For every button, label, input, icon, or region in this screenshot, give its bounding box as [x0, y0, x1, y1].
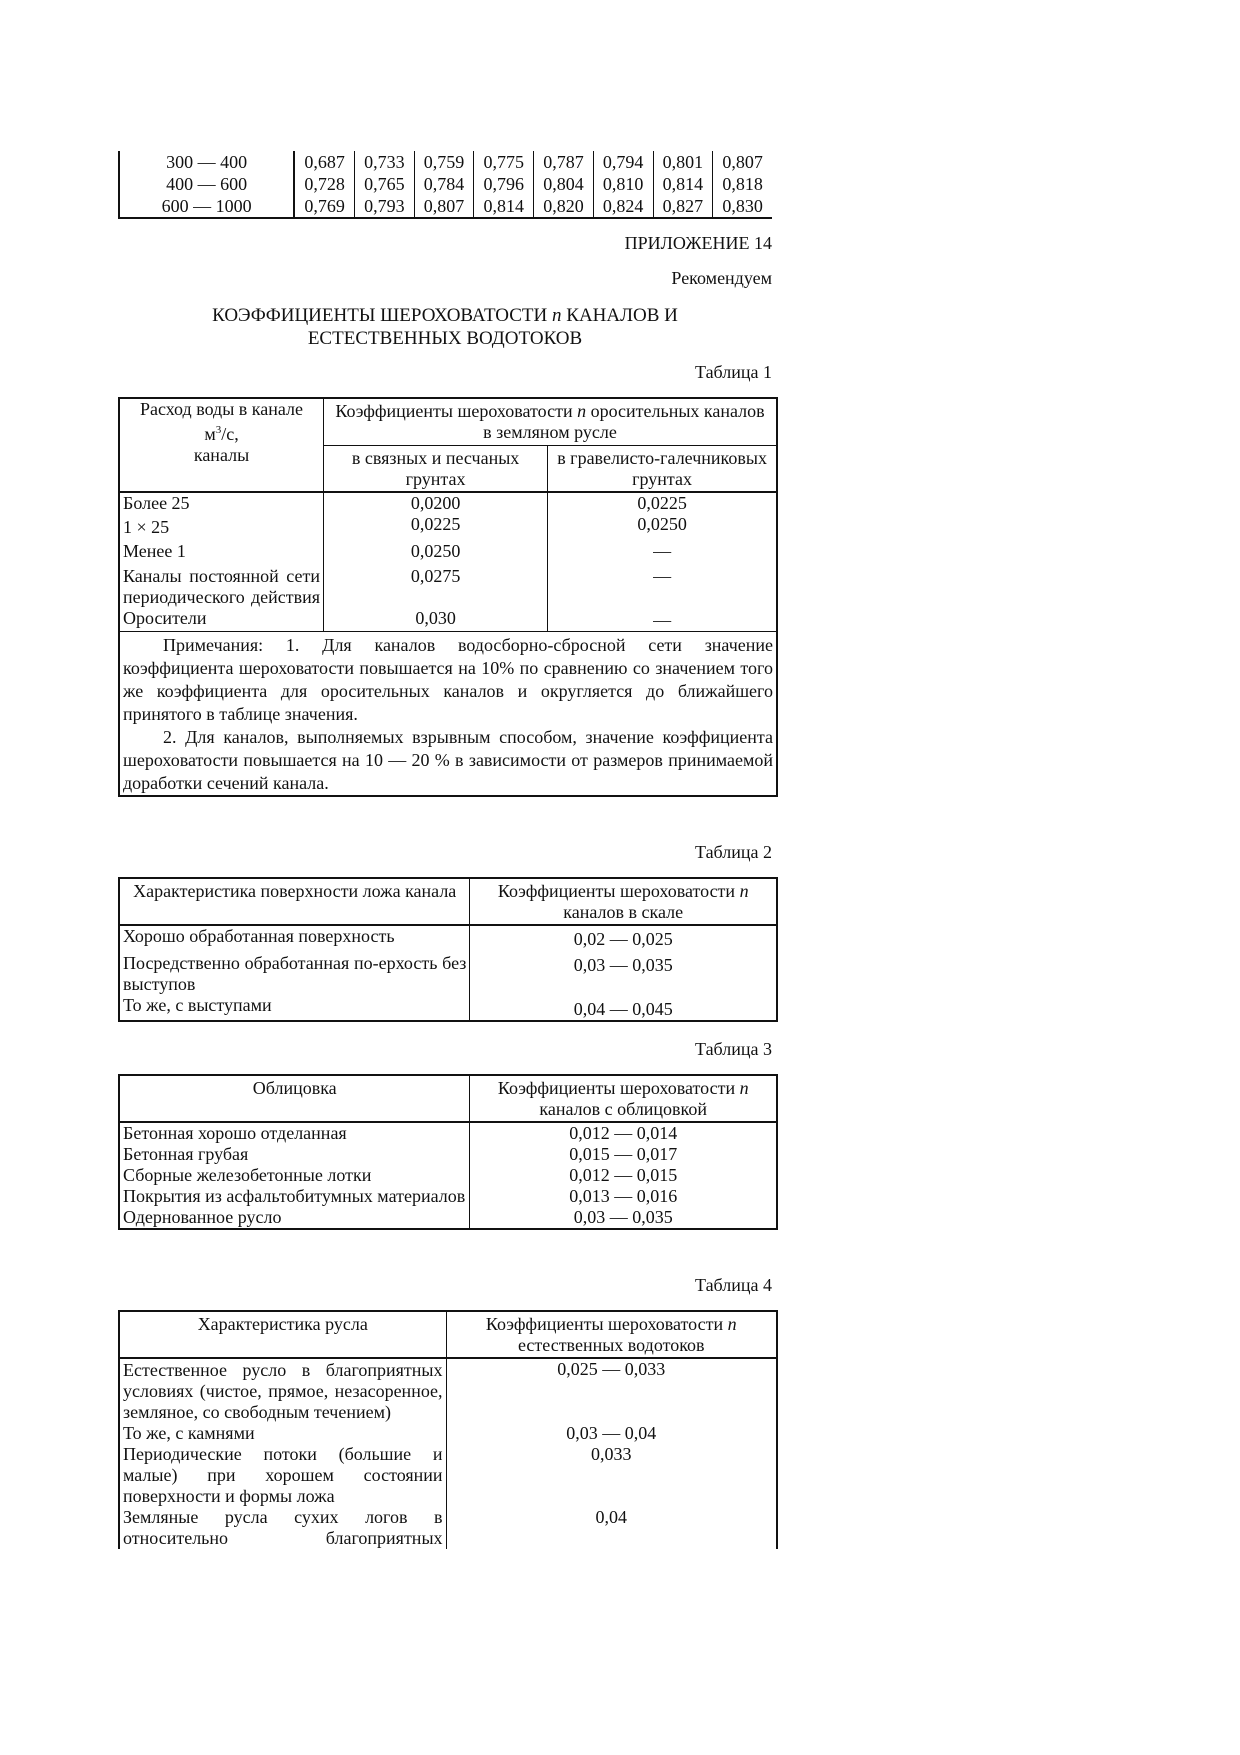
- cell-value: 0,827: [653, 195, 713, 218]
- table1: [118, 397, 778, 797]
- cell-value: 0,012 — 0,014: [470, 1122, 777, 1144]
- cell-value: 0,775: [474, 151, 534, 173]
- row-label: Периодические потоки (большие и малые) при хорошем состоянии поверхности и формы ложа: [119, 1444, 446, 1507]
- cell-value: 0,033: [446, 1444, 777, 1507]
- row-label: Бетонная грубая: [119, 1144, 470, 1165]
- n-symbol: n: [727, 1314, 737, 1334]
- table2: [118, 877, 778, 1022]
- table-row: [119, 1444, 777, 1507]
- cell-value: 0,807: [713, 151, 772, 173]
- table4-col2-header: [446, 1311, 777, 1358]
- table-row: [119, 1207, 777, 1229]
- row-label: Каналы постоянной сети периодического действия: [119, 562, 324, 608]
- cell-value: 0,013 — 0,016: [470, 1186, 777, 1207]
- header-text: Расход воды в канале: [139, 399, 304, 419]
- cell-value: 0,0225: [548, 492, 777, 514]
- cell-value: —: [548, 608, 777, 632]
- table4-col1-header: Характеристика русла: [119, 1311, 446, 1358]
- cell-value: 0,0225: [324, 514, 548, 538]
- table1-sub2-header: в гравелисто-галечниковых грунтах: [548, 446, 777, 493]
- table1-header-row: [119, 398, 777, 446]
- table-row: [119, 1423, 777, 1444]
- table4-header-row: [119, 1311, 777, 1358]
- unit-text: м: [204, 424, 216, 444]
- n-symbol: n: [577, 401, 587, 421]
- cell-value: 0,810: [593, 173, 653, 195]
- cell-value: 0,801: [653, 151, 713, 173]
- unit-exponent: 3: [215, 424, 222, 436]
- cell-value: 0,820: [534, 195, 594, 218]
- row-label: Естественное русло в благоприятных условиях (чистое, прямое, незасоренное, земляное, со свободным течением): [119, 1358, 446, 1423]
- cell-value: 0,769: [294, 195, 354, 218]
- row-label: Хорошо обработанная поверхность: [119, 925, 470, 950]
- table-row: [119, 173, 772, 195]
- cell-value: 0,793: [355, 195, 415, 218]
- row-label: Менее 1: [119, 538, 324, 562]
- table2-col2-header: [470, 878, 777, 925]
- cell-value: 0,012 — 0,015: [470, 1165, 777, 1186]
- cell-value: 0,787: [534, 151, 594, 173]
- row-label: Более 25: [119, 492, 324, 514]
- table-row: [119, 925, 777, 950]
- table-row: [119, 562, 777, 608]
- table2-col1-header: Характеристика поверхности ложа канала: [119, 878, 470, 925]
- title-text-line2: ЕСТЕСТВЕННЫХ ВОДОТОКОВ: [307, 328, 583, 349]
- header-text: Коэффициенты шероховатости: [485, 1314, 728, 1334]
- row-label: Сборные железобетонные лотки: [119, 1165, 470, 1186]
- note-2: 2. Для каналов, выполняемых взрывным способом, значение коэффициента шероховатости повышается на 10 — 20 % в зависимости от размеров принимаемой доработки сечений канала.: [123, 727, 773, 793]
- cell-value: 0,04 — 0,045: [470, 995, 777, 1021]
- header-text: каналы: [193, 445, 250, 465]
- recommendation-status: Рекомендуем: [671, 268, 772, 288]
- cell-value: 0,025 — 0,033: [446, 1358, 777, 1423]
- cell-value: 0,687: [294, 151, 354, 173]
- cell-value: 0,814: [474, 195, 534, 218]
- header-text: естественных водотоков: [517, 1335, 705, 1355]
- cell-value: 0,804: [534, 173, 594, 195]
- cell-value: 0,03 — 0,04: [446, 1423, 777, 1444]
- note-1: Примечания: 1. Для каналов водосборно-сбросной сети значение коэффициента шероховатости повышается на 10% по сравнению со значением того же коэффициента для оросительных каналов и округляется до ближайшего принятого в таблице значения.: [123, 635, 773, 724]
- page-title: [118, 304, 772, 350]
- row-label: То же, с выступами: [119, 995, 470, 1021]
- header-text: каналов в скале: [563, 902, 684, 922]
- range-label: 400 — 600: [119, 173, 294, 195]
- header-text: оросительных каналов в земляном русле: [483, 401, 765, 442]
- table-row: [119, 151, 772, 173]
- appendix-label: ПРИЛОЖЕНИЕ 14: [624, 233, 772, 253]
- cell-value: 0,0250: [324, 538, 548, 562]
- table-row: [119, 1165, 777, 1186]
- cell-value: 0,03 — 0,035: [470, 1207, 777, 1229]
- table-row: [119, 538, 777, 562]
- cell-value: 0,807: [414, 195, 474, 218]
- row-label: То же, с камнями: [119, 1423, 446, 1444]
- cell-value: —: [548, 538, 777, 562]
- table-row: [119, 195, 772, 218]
- table3: [118, 1074, 778, 1230]
- cell-value: 0,728: [294, 173, 354, 195]
- title-text: КОЭФФИЦИЕНТЫ ШЕРОХОВАТОСТИ: [212, 305, 553, 326]
- header-text: Коэффициенты шероховатости: [335, 401, 578, 421]
- table-row: [119, 1507, 777, 1549]
- cell-value: 0,818: [713, 173, 772, 195]
- table1-sub1-header: в связных и песчаных грунтах: [324, 446, 548, 493]
- cell-value: 0,765: [355, 173, 415, 195]
- unit-text: /с,: [221, 424, 239, 444]
- row-label: Одернованное русло: [119, 1207, 470, 1229]
- row-label: Бетонная хорошо отделанная: [119, 1122, 470, 1144]
- n-symbol: n: [739, 1078, 749, 1098]
- table-row: [119, 608, 777, 632]
- cell-value: 0,733: [355, 151, 415, 173]
- range-label: 300 — 400: [119, 151, 294, 173]
- header-text: каналов с облицовкой: [539, 1099, 708, 1119]
- cell-value: 0,824: [593, 195, 653, 218]
- row-label: Земляные русла сухих логов в относительно благоприятных: [119, 1507, 446, 1549]
- table1-notes-row: [119, 632, 777, 797]
- table3-col1-header: Облицовка: [119, 1075, 470, 1122]
- title-n-symbol: n: [552, 305, 562, 326]
- cell-value: 0,04: [446, 1507, 777, 1549]
- table-row: [119, 1122, 777, 1144]
- cell-value: —: [548, 562, 777, 608]
- title-text: КАНАЛОВ И: [561, 305, 678, 326]
- table2-header-row: [119, 878, 777, 925]
- table-row: [119, 995, 777, 1021]
- cell-value: 0,03 — 0,035: [470, 950, 777, 995]
- table3-header-row: [119, 1075, 777, 1122]
- table-row: [119, 1144, 777, 1165]
- cell-value: 0,794: [593, 151, 653, 173]
- n-symbol: n: [739, 881, 749, 901]
- cell-value: 0,02 — 0,025: [470, 925, 777, 950]
- table-row: [119, 1358, 777, 1423]
- continuation-table: [118, 151, 772, 219]
- cell-value: 0,030: [324, 608, 548, 632]
- row-label: 1 × 25: [119, 514, 324, 538]
- cell-value: 0,830: [713, 195, 772, 218]
- table1-col1-header: [119, 398, 324, 492]
- table-row: [119, 950, 777, 995]
- header-text: Коэффициенты шероховатости: [497, 881, 740, 901]
- row-label: Оросители: [119, 608, 324, 632]
- cell-value: 0,784: [414, 173, 474, 195]
- table3-col2-header: [470, 1075, 777, 1122]
- table-row: [119, 492, 777, 514]
- table-row: [119, 1186, 777, 1207]
- range-label: 600 — 1000: [119, 195, 294, 218]
- cell-value: 0,0275: [324, 562, 548, 608]
- table2-caption: Таблица 2: [695, 842, 772, 862]
- row-label: Покрытия из асфальтобитумных материалов: [119, 1186, 470, 1207]
- table1-caption: Таблица 1: [695, 362, 772, 382]
- cell-value: 0,015 — 0,017: [470, 1144, 777, 1165]
- cell-value: 0,759: [414, 151, 474, 173]
- table4-caption: Таблица 4: [695, 1275, 772, 1295]
- cell-value: 0,814: [653, 173, 713, 195]
- cell-value: 0,0200: [324, 492, 548, 514]
- cell-value: 0,0250: [548, 514, 777, 538]
- header-text: Коэффициенты шероховатости: [497, 1078, 740, 1098]
- table4: [118, 1310, 778, 1549]
- row-label: Посредственно обработанная по-ерхость без выступов: [119, 950, 470, 995]
- table3-caption: Таблица 3: [695, 1039, 772, 1059]
- table-row: [119, 514, 777, 538]
- table1-notes: [119, 632, 777, 797]
- table1-group-header: [324, 398, 777, 446]
- cell-value: 0,796: [474, 173, 534, 195]
